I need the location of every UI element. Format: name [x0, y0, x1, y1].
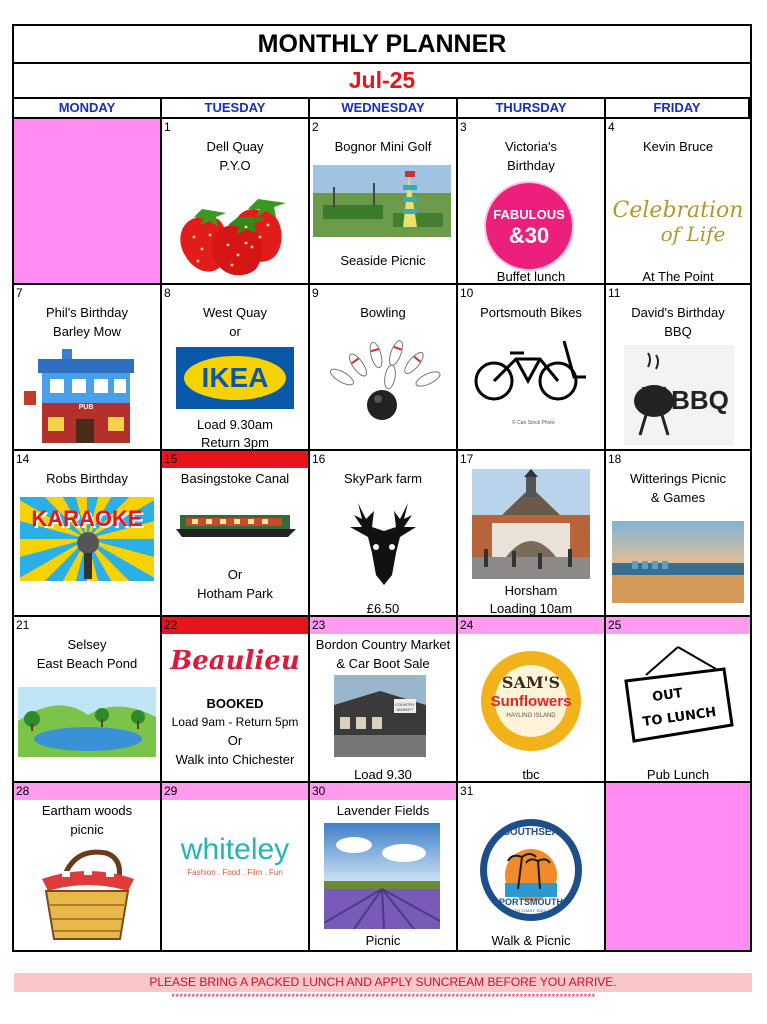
event-subtitle: P.Y.O	[219, 158, 251, 173]
day-cell-2	[310, 119, 458, 285]
empty-cell	[606, 783, 750, 950]
day-header-monday: MONDAY	[14, 99, 162, 119]
event-title: Witterings Picnic	[629, 471, 727, 486]
date-bar-pink	[162, 783, 308, 800]
day-number: 25	[608, 618, 622, 632]
sign-text-1: COUNTRY	[395, 702, 415, 707]
event-title: Bordon Country Market	[315, 637, 451, 652]
event-title: Dell Quay	[206, 139, 264, 154]
planner-title: MONTHLY PLANNER	[14, 26, 750, 64]
bowling-image	[318, 335, 448, 425]
event-note: Seaside Picnic	[340, 253, 426, 268]
day-cell-22	[162, 617, 310, 783]
witterings-beach-photo	[612, 521, 744, 603]
photo-credit: © Can Stock Photo	[512, 420, 555, 426]
date-bar-pink	[310, 617, 456, 634]
day-number: 11	[608, 286, 621, 300]
event-note: £6.50	[366, 601, 400, 616]
event-title: Robs Birthday	[46, 471, 128, 486]
event-subtitle: & Car Boot Sale	[336, 656, 430, 671]
event-subtitle: or	[229, 324, 241, 339]
day-header-wednesday: WEDNESDAY	[310, 99, 458, 119]
day-cell-14	[14, 451, 162, 617]
mini-golf-photo	[313, 165, 451, 237]
event-note: Pub Lunch	[646, 767, 710, 782]
whiteley-logo: whiteley	[180, 833, 290, 866]
event-note: Load 9.30	[354, 767, 412, 782]
day-cell-23	[310, 617, 458, 783]
day-cell-7	[14, 285, 162, 451]
narrowboat-image	[176, 509, 296, 545]
country-market-photo	[334, 675, 426, 757]
event-subtitle: East Beach Pond	[36, 656, 138, 671]
ikea-logo-text: IKEA	[201, 362, 269, 393]
day-cell-18	[606, 451, 750, 617]
date-bar-red	[162, 451, 308, 468]
day-number: 23	[312, 618, 326, 632]
event-title: Bowling	[360, 305, 406, 320]
day-number: 4	[608, 120, 615, 134]
picnic-basket-image	[32, 843, 142, 945]
event-title: David's Birthday	[631, 305, 725, 320]
event-subtitle: BBQ	[664, 324, 692, 339]
event-note-2: Loading 10am	[489, 601, 573, 616]
day-cell-9	[310, 285, 458, 451]
day-number: 7	[16, 286, 23, 300]
logo-text-2: Sunflowers	[490, 693, 572, 710]
logo-text-3: HAYLING ISLAND	[506, 713, 556, 719]
event-note: Picnic	[365, 933, 401, 948]
karaoke-image	[20, 497, 154, 581]
event-note: Buffet lunch	[496, 269, 566, 284]
day-cell-15	[162, 451, 310, 617]
event-title: Kevin Bruce	[642, 139, 714, 154]
day-cell-16	[310, 451, 458, 617]
event-note: Horsham	[504, 583, 558, 598]
day-number: 21	[16, 618, 30, 632]
event-title: Lavender Fields	[336, 803, 430, 818]
horsham-photo	[472, 469, 590, 579]
day-number: 14	[16, 452, 30, 466]
lavender-fields-photo	[324, 823, 440, 929]
day-number: 3	[460, 120, 467, 134]
southsea-portsmouth-logo	[478, 817, 584, 923]
empty-cell	[14, 119, 162, 285]
pub-building-image	[24, 347, 144, 445]
date-bar-pink	[458, 617, 604, 634]
logo-text-2: PORTSMOUTH	[499, 897, 563, 907]
event-title: Eartham woods	[41, 803, 133, 818]
date-bar-red	[162, 617, 308, 634]
event-title: West Quay	[202, 305, 268, 320]
event-subtitle: Barley Mow	[53, 324, 121, 339]
date-bar-pink	[606, 617, 750, 634]
event-title: Phil's Birthday	[46, 305, 128, 320]
event-subtitle: Birthday	[507, 158, 555, 173]
event-subtitle: & Games	[650, 490, 706, 505]
logo-text-1: Celebration	[612, 198, 744, 223]
day-cell-3	[458, 119, 606, 285]
day-cell-1	[162, 119, 310, 285]
stag-head-logo	[338, 497, 428, 589]
event-note: At The Point	[642, 269, 714, 284]
bbq-logo	[624, 345, 734, 445]
sign-text-2: MARKET	[396, 707, 414, 712]
strawberries-image	[172, 179, 300, 279]
day-number: 10	[460, 286, 474, 300]
day-number: 16	[312, 452, 326, 466]
logo-text-2: of Life	[660, 222, 726, 246]
event-subtitle: picnic	[70, 822, 104, 837]
sams-sunflowers-logo	[476, 645, 586, 757]
footer-note: PLEASE BRING A PACKED LUNCH AND APPLY SUNCREAM BEFORE YOU ARRIVE.	[14, 973, 752, 992]
badge-text: FABULOUS	[493, 207, 565, 222]
day-cell-4	[606, 119, 750, 285]
karaoke-logo-text: KARAOKE	[31, 506, 143, 531]
day-number: 29	[164, 784, 178, 798]
day-number: 1	[164, 120, 171, 134]
event-note: Or	[227, 567, 243, 582]
event-note: Load 9.30am	[197, 417, 273, 432]
day-number: 18	[608, 452, 622, 466]
event-note: Walk & Picnic	[491, 933, 571, 948]
star-divider: **********************************************************************************************************	[171, 992, 596, 1002]
event-title: SkyPark farm	[343, 471, 422, 486]
tandem-bike-image	[470, 337, 592, 417]
day-cell-8	[162, 285, 310, 451]
sign-text-1: OUT	[651, 685, 684, 706]
day-number: 28	[16, 784, 30, 798]
beaulieu-logo: Beaulieu	[170, 646, 300, 676]
event-note-2: Or	[227, 733, 243, 748]
day-cell-17	[458, 451, 606, 617]
planner	[12, 24, 752, 952]
bbq-logo-text: BBQ	[671, 385, 729, 415]
day-number: 22	[164, 618, 178, 632]
event-title: Bognor Mini Golf	[334, 139, 432, 154]
day-cell-24	[458, 617, 606, 783]
celebration-of-life-logo	[610, 199, 746, 245]
day-cell-31	[458, 783, 606, 950]
day-cell-30	[310, 783, 458, 950]
event-note: tbc	[522, 767, 540, 782]
day-header-tuesday: TUESDAY	[162, 99, 310, 119]
month-label: Jul-25	[14, 64, 750, 99]
date-bar-pink	[14, 783, 160, 800]
ikea-logo	[176, 347, 294, 409]
day-cell-11	[606, 285, 750, 451]
logo-text-3: SOUTH COAST, ENGLAND	[505, 908, 556, 913]
day-number: 9	[312, 286, 319, 300]
day-number: 31	[460, 784, 474, 798]
pond-image	[18, 687, 156, 757]
day-number: 30	[312, 784, 326, 798]
whiteley-tagline: Fashion . Food . Film . Fun	[187, 868, 283, 877]
calendar-grid	[14, 99, 750, 950]
day-number: 24	[460, 618, 474, 632]
fabulous-30-badge	[484, 181, 574, 271]
logo-text-1: SOUTHSEA	[503, 827, 559, 838]
event-note-3: Walk into Chichester	[175, 752, 295, 767]
event-note: Load 9am - Return 5pm	[171, 715, 299, 729]
day-cell-28	[14, 783, 162, 950]
event-title: Selsey	[67, 637, 107, 652]
day-header-thursday: THURSDAY	[458, 99, 606, 119]
sign-text-2: TO LUNCH	[641, 704, 718, 731]
badge-number: &30	[508, 223, 550, 248]
day-cell-25	[606, 617, 750, 783]
pub-sign-text: PUB	[78, 404, 94, 411]
day-number: 17	[460, 452, 474, 466]
event-title: Portsmouth Bikes	[480, 305, 582, 320]
event-title: Basingstoke Canal	[180, 471, 290, 486]
day-cell-29	[162, 783, 310, 950]
event-note-2: Return 3pm	[201, 435, 269, 450]
out-to-lunch-sign	[620, 645, 736, 749]
day-cell-10	[458, 285, 606, 451]
day-number: 8	[164, 286, 171, 300]
logo-text-1: SAM'S	[501, 673, 561, 692]
day-number: 15	[164, 452, 178, 466]
day-cell-21	[14, 617, 162, 783]
booked-label: BOOKED	[206, 696, 264, 711]
date-bar-pink	[310, 783, 456, 800]
day-header-friday: FRIDAY	[606, 99, 750, 119]
event-title: Victoria's	[504, 139, 558, 154]
day-number: 2	[312, 120, 319, 134]
event-note-2: Hotham Park	[197, 586, 273, 601]
